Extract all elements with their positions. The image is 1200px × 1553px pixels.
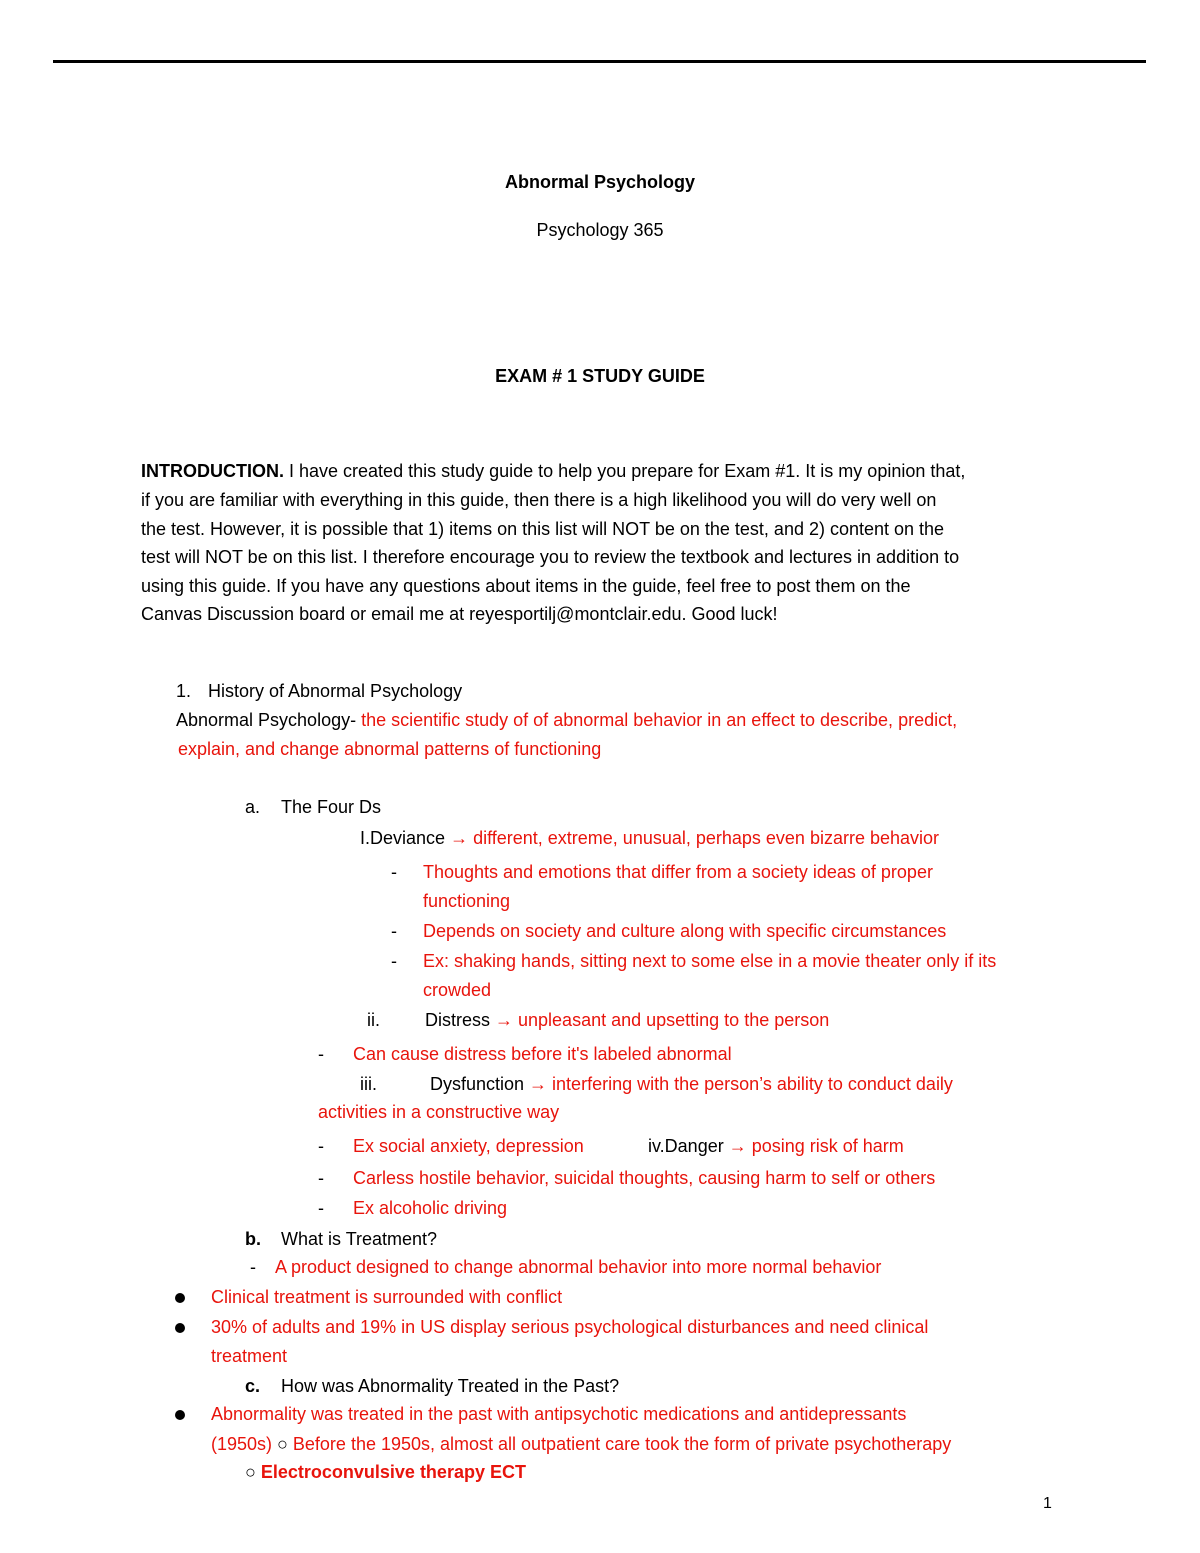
- deviance-bullet-2: Depends on society and culture along with specific circumstances: [423, 921, 947, 941]
- ect-text: Electroconvulsive therapy ECT: [260, 1462, 526, 1482]
- deviance-definition: → different, extreme, unusual, perhaps even bizarre behavior: [445, 828, 940, 848]
- deviance-term: Deviance: [370, 828, 446, 848]
- dash-marker: -: [391, 862, 397, 882]
- dysfunction-definition-2: activities in a constructive way: [318, 1102, 560, 1122]
- history-outpatient-text: Before the 1950s, almost all outpatient care took the form of private psychotherapy: [292, 1434, 952, 1454]
- intro-line-3: the test. However, it is possible that 1) items on this list will NOT be on the test, and 2) content on the: [141, 519, 945, 539]
- danger-bullet-2: Ex alcoholic driving: [353, 1198, 508, 1218]
- dysfunction-definition-1: → interfering with the person’s ability to conduct daily: [524, 1074, 953, 1094]
- treatment-definition: A product designed to change abnormal behavior into more normal behavior: [275, 1257, 882, 1277]
- distress-term: Distress: [425, 1010, 491, 1030]
- dash-marker: -: [391, 921, 397, 941]
- item-c-heading: How was Abnormality Treated in the Past?: [281, 1376, 620, 1396]
- section-1-heading: History of Abnormal Psychology: [208, 681, 463, 701]
- intro-line-1: [141, 460, 965, 482]
- page-number: 1: [1043, 1495, 1052, 1512]
- treatment-bullet-2b: treatment: [211, 1346, 288, 1366]
- roman-ii-marker: ii.: [367, 1010, 380, 1030]
- history-sub-bullet: [245, 1461, 526, 1483]
- roman-iii-marker: iii.: [360, 1074, 377, 1094]
- dysfunction-bullet-1: Ex social anxiety, depression: [353, 1136, 584, 1156]
- intro-line-5: using this guide. If you have any questions about items in the guide, feel free to post them on the: [141, 576, 911, 596]
- roman-iv-marker: iv.: [648, 1136, 665, 1156]
- dash-marker: -: [391, 951, 397, 971]
- distress-bullet-1: Can cause distress before it's labeled abnormal: [353, 1044, 732, 1064]
- item-b-heading: What is Treatment?: [281, 1229, 438, 1249]
- intro-text: I have created this study guide to help you prepare for Exam #1. It is my opinion that,: [284, 461, 966, 481]
- distress-line: [425, 1009, 829, 1031]
- dysfunction-line: [430, 1073, 953, 1095]
- definition-text: the scientific study of of abnormal behavior in an effect to describe, predict,: [356, 710, 958, 730]
- dysfunction-term: Dysfunction: [430, 1074, 525, 1094]
- bullet-icon: [175, 1293, 185, 1303]
- definition-term: Abnormal Psychology-: [176, 710, 357, 730]
- dash-marker: -: [250, 1257, 256, 1277]
- history-decade: (1950s): [211, 1434, 273, 1454]
- distress-definition: → unpleasant and upsetting to the person: [490, 1010, 830, 1030]
- intro-line-2: if you are familiar with everything in this guide, then there is a high likelihood you will do very well on: [141, 490, 937, 510]
- intro-label: INTRODUCTION.: [141, 461, 284, 481]
- danger-bullet-1: Carless hostile behavior, suicidal thoughts, causing harm to self or others: [353, 1168, 936, 1188]
- danger-term: Danger: [664, 1136, 724, 1156]
- roman-i-marker: I.: [360, 828, 371, 848]
- intro-line-4: test will NOT be on this list. I therefore encourage you to review the textbook and lectures in addition to: [141, 547, 960, 567]
- dash-marker: -: [318, 1136, 324, 1156]
- deviance-line: [360, 827, 939, 849]
- course-name: Psychology 365: [536, 220, 664, 240]
- dash-marker: -: [318, 1044, 324, 1064]
- deviance-bullet-1a: Thoughts and emotions that differ from a society ideas of proper: [423, 862, 933, 882]
- deviance-bullet-1b: functioning: [423, 891, 511, 911]
- definition-line-1: [176, 709, 957, 731]
- deviance-bullet-3a: Ex: shaking hands, sitting next to some else in a movie theater only if its: [423, 951, 997, 971]
- bullet-icon: [175, 1323, 185, 1333]
- item-b-marker: b.: [245, 1229, 261, 1249]
- bullet-icon: [175, 1410, 185, 1420]
- danger-definition: → posing risk of harm: [723, 1136, 904, 1156]
- history-bullet-1b: [211, 1433, 951, 1455]
- item-a-marker: a.: [245, 797, 261, 817]
- deviance-bullet-3b: crowded: [423, 980, 492, 1000]
- guide-title: EXAM # 1 STUDY GUIDE: [495, 366, 705, 386]
- item-c-marker: c.: [245, 1376, 261, 1396]
- header-rule: [53, 60, 1146, 63]
- treatment-bullet-2a: 30% of adults and 19% in US display serious psychological disturbances and need clinical: [211, 1317, 929, 1337]
- dash-marker: -: [318, 1168, 324, 1188]
- treatment-bullet-1: Clinical treatment is surrounded with conflict: [211, 1287, 563, 1307]
- section-1-marker: 1.: [176, 681, 192, 701]
- definition-line-2: explain, and change abnormal patterns of functioning: [178, 739, 602, 759]
- history-bullet-1a: Abnormality was treated in the past with antipsychotic medications and antidepressants: [211, 1404, 907, 1424]
- intro-line-6: Canvas Discussion board or email me at reyesportilj@montclair.edu. Good luck!: [141, 604, 778, 624]
- dash-marker: -: [318, 1198, 324, 1218]
- circle-bullet-icon: ○: [272, 1434, 293, 1454]
- circle-bullet-icon: ○: [245, 1462, 261, 1482]
- item-a-heading: The Four Ds: [281, 797, 382, 817]
- danger-line: [648, 1135, 904, 1157]
- document-title: Abnormal Psychology: [504, 172, 696, 192]
